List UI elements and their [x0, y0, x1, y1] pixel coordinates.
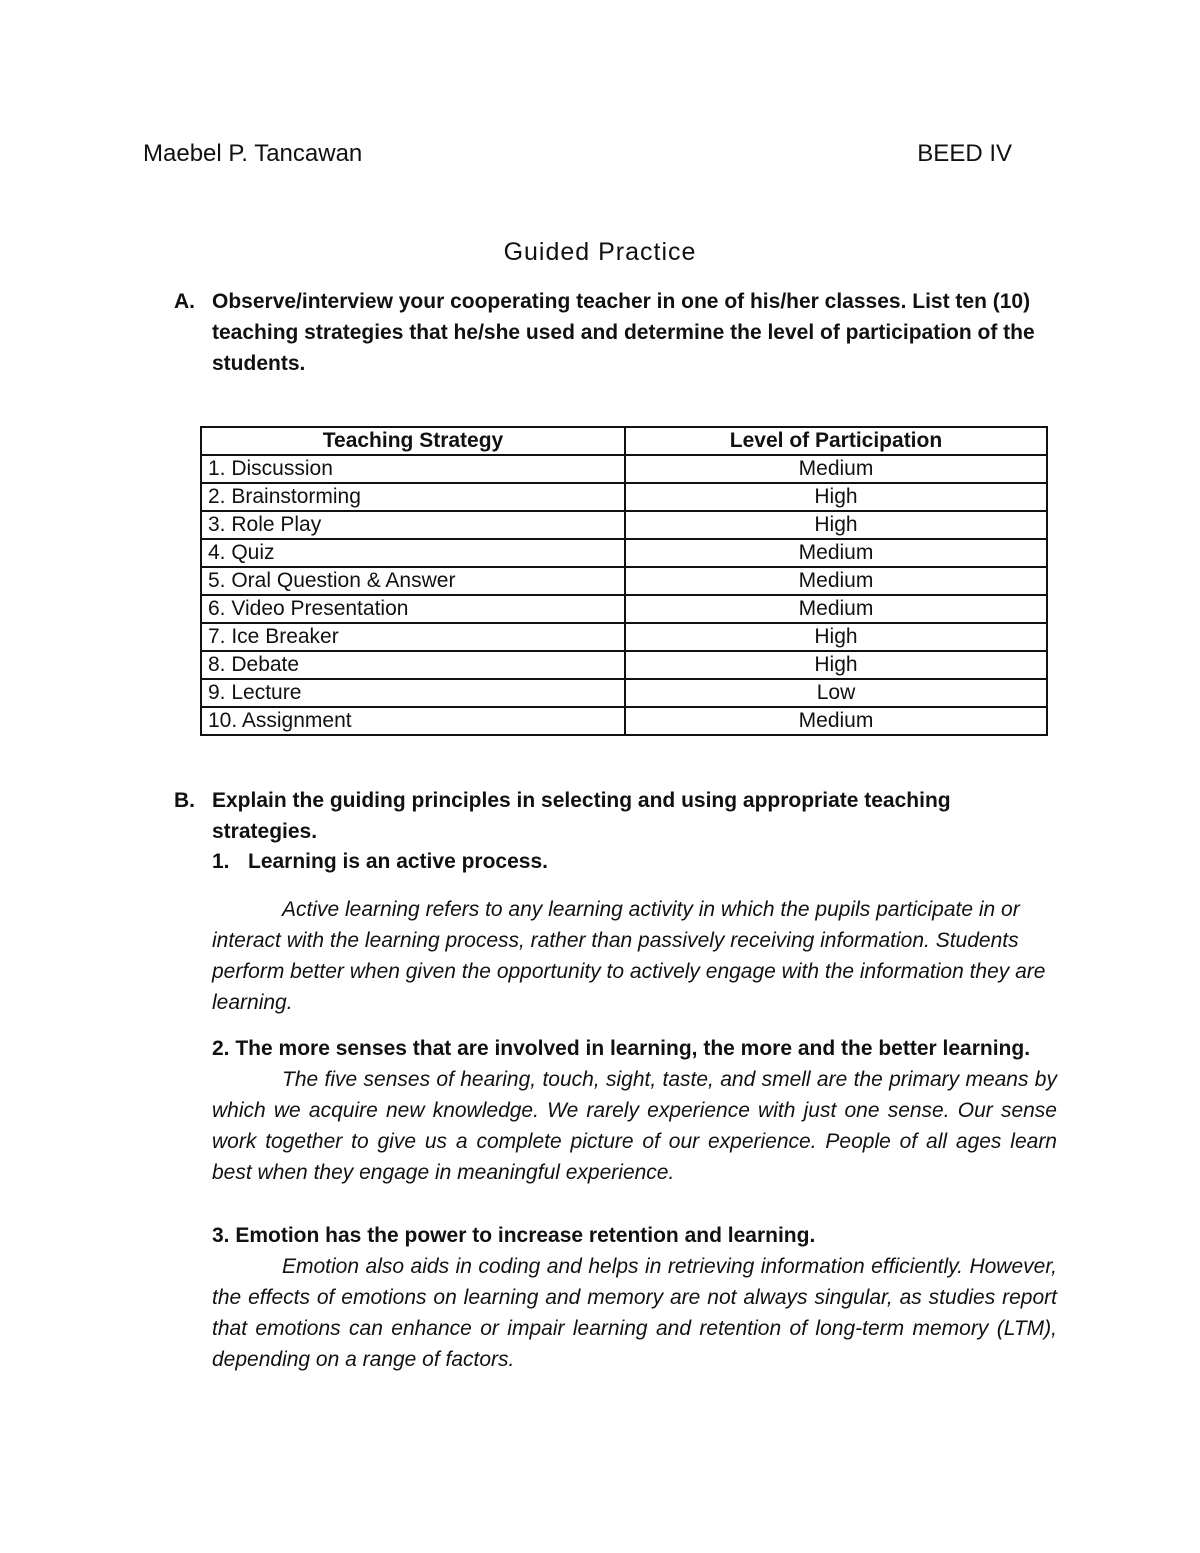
table-row	[201, 511, 1047, 539]
table-row	[201, 707, 1047, 735]
strategy-cell: 10. Assignment	[201, 707, 625, 735]
principle-1-number: 1.	[212, 850, 230, 873]
table-row	[201, 623, 1047, 651]
student-name: Maebel P. Tancawan	[143, 140, 363, 167]
instruction-b-text: Explain the guiding principles in selecting and using appropriate teaching strategies.	[212, 789, 951, 843]
table-row	[201, 679, 1047, 707]
strategy-cell: 4. Quiz	[201, 539, 625, 567]
instruction-b-letter: B.	[174, 789, 195, 812]
table-row	[201, 483, 1047, 511]
strategy-cell: 2. Brainstorming	[201, 483, 625, 511]
table-header-row	[201, 427, 1047, 455]
level-cell: Low	[625, 679, 1047, 707]
principle-1-heading	[212, 846, 548, 877]
principle-2-body-text: The five senses of hearing, touch, sight, taste, and smell are the primary means by which we acquire new knowledge. We rarely experience with just one sense. Our sense work together to give us a complete picture of our experience. People of all ages learn best when they engage in meaningful experience.	[212, 1068, 1057, 1184]
table-row	[201, 567, 1047, 595]
level-cell: Medium	[625, 707, 1047, 735]
strategies-table	[200, 426, 1048, 736]
principle-1-heading-text: Learning is an active process.	[248, 850, 548, 873]
strategy-cell: 6. Video Presentation	[201, 595, 625, 623]
header-level-of-participation: Level of Participation	[625, 427, 1047, 455]
table-row	[201, 651, 1047, 679]
level-cell: Medium	[625, 539, 1047, 567]
level-cell: High	[625, 483, 1047, 511]
principle-3-heading: 3. Emotion has the power to increase retention and learning.	[212, 1224, 816, 1247]
level-cell: High	[625, 623, 1047, 651]
level-cell: High	[625, 511, 1047, 539]
principle-2-body	[212, 1064, 1057, 1188]
level-cell: High	[625, 651, 1047, 679]
table-row	[201, 539, 1047, 567]
principle-1-body-text: Active learning refers to any learning activity in which the pupils participate in or interact with the learning process, rather than passively receiving information. Students perform better when given the opportunity to actively engage with the information they are learning.	[212, 898, 1046, 1014]
document-title: Guided Practice	[503, 238, 697, 266]
table-row	[201, 595, 1047, 623]
course-label: BEED IV	[917, 140, 1012, 167]
strategy-cell: 3. Role Play	[201, 511, 625, 539]
level-cell: Medium	[625, 567, 1047, 595]
instruction-a-text: Observe/interview your cooperating teacher in one of his/her classes. List ten (10) teaching strategies that he/she used and determine the level of participation of the students.	[212, 290, 1035, 375]
strategy-cell: 5. Oral Question & Answer	[201, 567, 625, 595]
table-row	[201, 455, 1047, 483]
instruction-a-letter: A.	[174, 290, 195, 313]
strategy-cell: 7. Ice Breaker	[201, 623, 625, 651]
strategy-cell: 1. Discussion	[201, 455, 625, 483]
principle-3-body	[212, 1251, 1057, 1375]
level-cell: Medium	[625, 595, 1047, 623]
level-cell: Medium	[625, 455, 1047, 483]
principle-1-body	[212, 894, 1057, 1018]
principle-2-heading: 2. The more senses that are involved in learning, the more and the better learning.	[212, 1037, 1031, 1060]
header-teaching-strategy: Teaching Strategy	[201, 427, 625, 455]
principle-3-body-text: Emotion also aids in coding and helps in retrieving information efficiently. However, the effects of emotions on learning and memory are not always singular, as studies report that emotions can enhance or impair learning and retention of long-term memory (LTM), depending on a range of factors.	[212, 1255, 1057, 1371]
strategy-cell: 8. Debate	[201, 651, 625, 679]
strategy-cell: 9. Lecture	[201, 679, 625, 707]
